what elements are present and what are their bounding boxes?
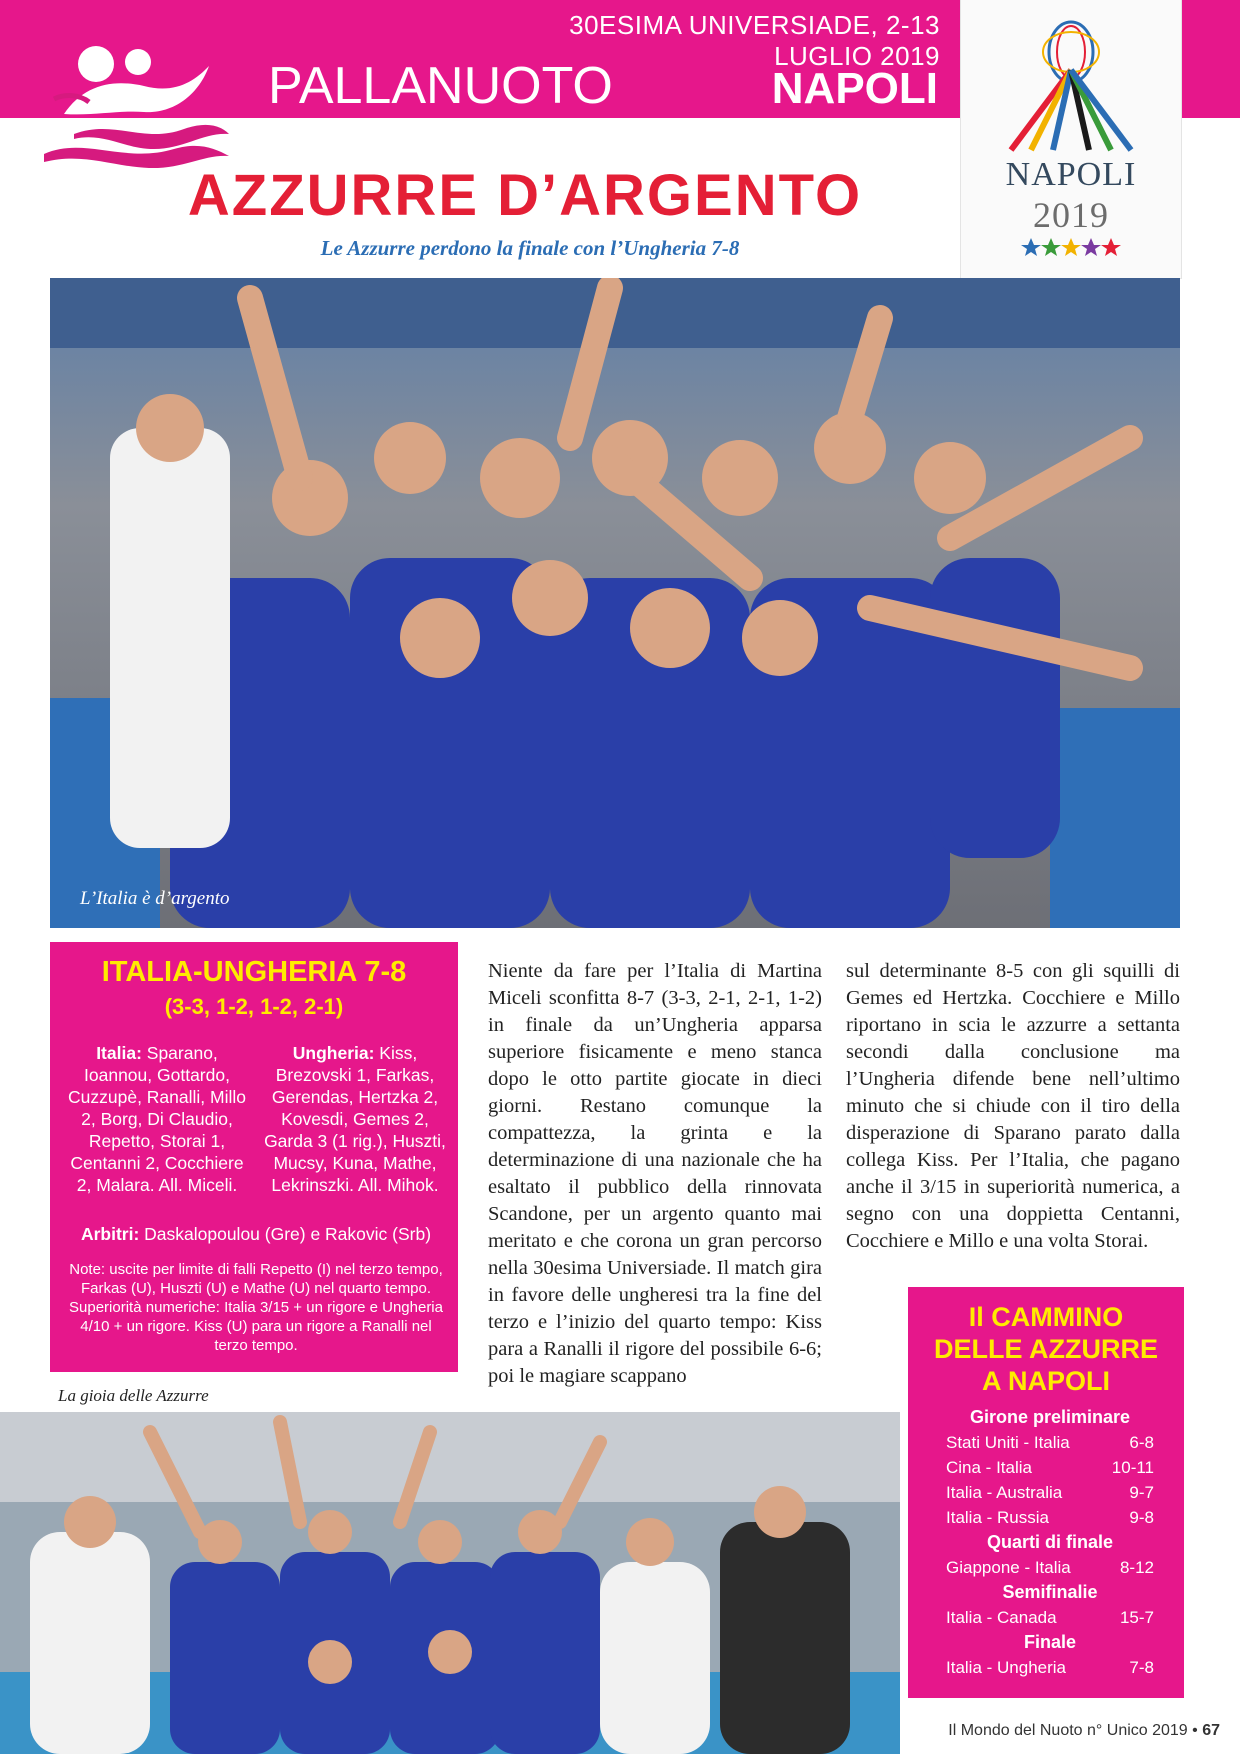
team-group-photo xyxy=(0,1412,900,1754)
match-score: 6-8 xyxy=(1129,1433,1154,1452)
roster-ungheria xyxy=(262,1042,448,1196)
stars-icon xyxy=(1021,236,1121,258)
referees-label: Arbitri: xyxy=(80,1224,140,1244)
roster-italia-names: Sparano, Ioannou, Gottardo, Cuzzupè, Ranalli, Millo 2, Borg, Di Claudio, Repetto, Storai 1, Centanni 2, Cocchiere 2, Malara. All. Miceli. xyxy=(68,1043,246,1195)
match-row xyxy=(946,1555,1154,1580)
match-score: 10-11 xyxy=(1111,1458,1154,1477)
match-score: 15-7 xyxy=(1119,1608,1154,1627)
match-teams: Stati Uniti - Italia xyxy=(946,1433,1070,1452)
path-title xyxy=(908,1301,1184,1397)
path-box xyxy=(908,1287,1184,1698)
page-number: 67 xyxy=(1202,1722,1220,1739)
photo-caption: L’Italia è d’argento xyxy=(80,888,230,909)
match-row xyxy=(946,1605,1154,1630)
referees-names: Daskalopoulou (Gre) e Rakovic (Srb) xyxy=(139,1224,432,1244)
article-column-2: sul determinante 8-5 con gli squilli di Gemes ed Hertzka. Cocchiere e Millo riportano in scia le azzurre a settanta secondi dalla conclusione ma l’Ungheria difende bene nell’ultimo minuto che si chiude con il tiro della disperazione di Sparano parato dalla collega Kiss. Per l’Italia, che pagano anche il 3/15 in superiorità numerica, a segno con una doppietta Centanni, Cocchiere e Millo e una volta Storai. xyxy=(846,960,1180,1252)
match-title: ITALIA-UNGHERIA 7-8 xyxy=(101,956,407,988)
match-teams: Italia - Russia xyxy=(946,1508,1049,1527)
referees xyxy=(64,1224,448,1245)
roster-ungheria-names: Kiss, Brezovski 1, Farkas, Gerendas, Hertzka 2, Kovesdi, Gemes 2, Garda 3 (1 rig.), Huszti, Mucsy, Kuna, Mathe, Lekrinszki. All. Mihok. xyxy=(264,1043,446,1195)
universiade-emblem-icon xyxy=(991,10,1151,160)
stage-heading: Quarti di finale xyxy=(986,1532,1114,1552)
article-column-1: Niente da fare per l’Italia di Martina Miceli sconfitta 8-7 (3-3, 2-1, 2-1, 1-2) in finale da un’Ungheria apparsa superiore fisicamente e meno stanca dopo le otto partite giocate in dieci giorni. Restano comunque la compattezza, la grinta e la determinazione di una nazionale che ha esaltato il pubblico della rinnovata Scandone, per un argento quanto mai meritato e che corona un gran percorso nella 30esima Universiade. Il match gira in favore delle ungheresi tra la fine del terzo e l’inizio del quarto tempo: Kiss para a Ranalli il rigore del possibile 6-6; poi le magiare scappano xyxy=(488,960,822,1387)
match-row xyxy=(946,1655,1154,1680)
match-teams: Italia - Canada xyxy=(946,1608,1057,1627)
match-row xyxy=(946,1480,1154,1505)
event-line: 30ESIMA UNIVERSIADE, 2-13 LUGLIO 2019 xyxy=(569,10,940,71)
roster-italia-label: Italia: xyxy=(96,1043,142,1063)
match-teams: Giappone - Italia xyxy=(946,1558,1071,1577)
path-list xyxy=(946,1405,1154,1680)
match-row xyxy=(946,1430,1154,1455)
match-score: 9-8 xyxy=(1129,1508,1154,1527)
roster-italia xyxy=(64,1042,250,1196)
match-score: 7-8 xyxy=(1129,1658,1154,1677)
stage-heading: Finale xyxy=(1023,1632,1076,1652)
logo-year: 2019 xyxy=(1033,195,1109,235)
logo-city: NAPOLI xyxy=(1005,156,1137,193)
path-title-line2: DELLE AZZURRE xyxy=(934,1334,1158,1364)
match-teams: Italia - Australia xyxy=(946,1483,1063,1502)
match-row xyxy=(946,1505,1154,1530)
stage-heading: Semifinalie xyxy=(1002,1582,1098,1602)
article-title: AZZURRE D’ARGENTO xyxy=(187,163,863,228)
match-teams: Cina - Italia xyxy=(946,1458,1032,1477)
match-row xyxy=(946,1455,1154,1480)
match-score: 9-7 xyxy=(1129,1483,1154,1502)
city-name: NAPOLI xyxy=(771,64,938,113)
universiade-logo xyxy=(960,0,1182,279)
match-result-box xyxy=(50,942,458,1372)
stage-heading: Girone preliminare xyxy=(969,1407,1131,1427)
page-footer xyxy=(900,1722,1220,1740)
roster-ungheria-label: Ungheria: xyxy=(292,1043,375,1063)
swimmer-logo-icon xyxy=(34,24,234,174)
match-teams: Italia - Ungheria xyxy=(946,1658,1067,1677)
photo2-caption: La gioia delle Azzurre xyxy=(58,1386,209,1405)
match-score: 8-12 xyxy=(1119,1558,1154,1577)
header-band-right xyxy=(1180,0,1240,118)
match-partials: (3-3, 1-2, 1-2, 2-1) xyxy=(164,994,344,1019)
path-title-line1: Il CAMMINO xyxy=(968,1302,1124,1332)
section-name: PALLANUOTO xyxy=(268,57,613,115)
article-subtitle: Le Azzurre perdono la finale con l’Ungheria 7-8 xyxy=(320,236,740,260)
path-title-line3: A NAPOLI xyxy=(982,1366,1110,1396)
team-celebration-photo xyxy=(50,278,1180,928)
magazine-name: Il Mondo del Nuoto n° Unico 2019 • xyxy=(948,1722,1203,1739)
match-notes: Note: uscite per limite di falli Repetto (I) nel terzo tempo, Farkas (U), Huszti (U) e Mathe (U) nel quarto tempo. Superiorità numeriche: Italia 3/15 + un rigore e Ungheria 4/10 + un rigore. Kiss (U) para un rigore a Ranalli nel terzo tempo. xyxy=(69,1261,443,1354)
